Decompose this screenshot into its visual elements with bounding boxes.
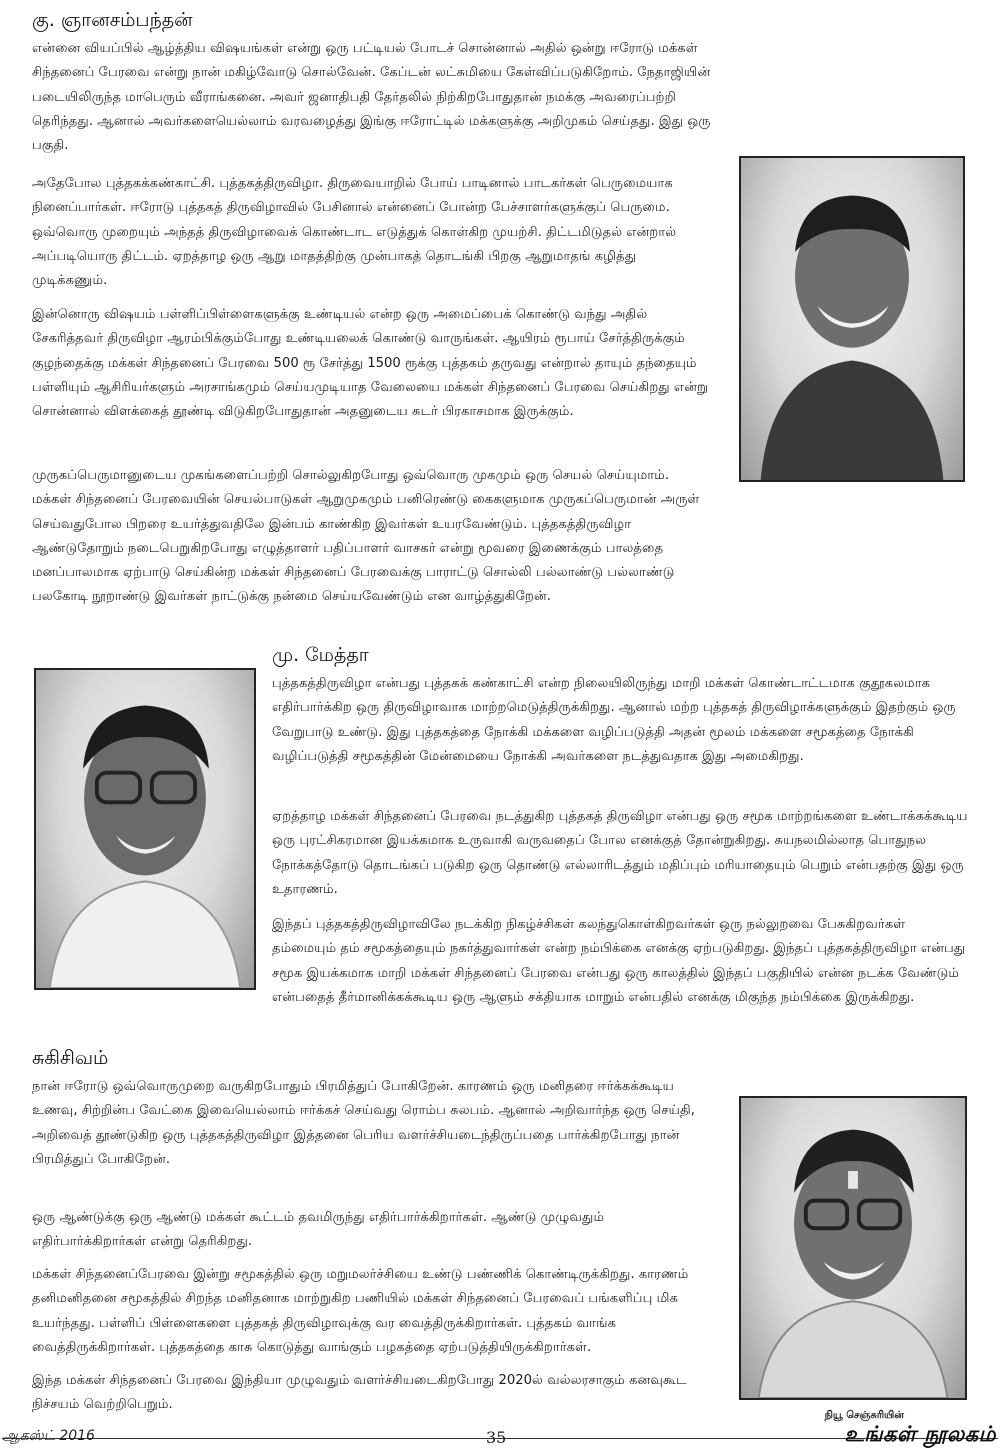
paragraph: மக்கள் சிந்தனைப்பேரவை இன்று சமூகத்தில் ஒரு மறுமலர்ச்சியை உண்டு பண்ணிக் கொண்டிருக்கிறது. காரணம் தனிமனிதனை சமூகத்தில் சிறந்த மனிதனாக மாற்றுகிற பணியில் மக்கள் சிந்தனைப் பேரவைப் பங்களிப்பு மிக உயர்ந்தது. பள்ளிப் பிள்ளைகளை புத்தகத் திருவிழாவுக்கு வர வைத்திருக்கிறார்கள். புத்தகம் வாங்க வைத்திருக்கிறார்கள். புத்தகத்தை காசு கொடுத்து வாங்கும் பழகத்தை ஏற்படுத்தியிருக்கிறார்கள். [32,1267,689,1355]
person-silhouette-icon [741,158,963,480]
portrait-photo-metha [34,668,256,990]
person-silhouette-icon [36,670,254,988]
paragraph: ஒரு ஆண்டுக்கு ஒரு ஆண்டு மக்கள் கூட்டம் தவமிருந்து எதிர்பார்க்கிறார்கள். ஆண்டு முழுவதும் எதிர்பார்க்கிறார்கள் என்று தெரிகிறது. [32,1210,605,1250]
paragraph: என்னை வியப்பில் ஆழ்த்திய விஷயங்கள் என்று ஒரு பட்டியல் போடச் சொன்னால் அதில் ஒன்று ஈரோடு மக்கள் சிந்தனைப் பேரவை என்று நான் மகிழ்வோடு சொல்வேன். கேப்டன் லட்சுமியை கேள்விப்படுகிறோம். நேதாஜியின் படையிலிருந்த மாபெரும் வீராங்கனை. அவர் ஜனாதிபதி தேர்தலில் நிற்கிறபோதுதான் நமக்கு அவரைப்பற்றி தெரிந்தது. ஆனால் அவர்களையெல்லாம் வரவழைத்து இங்கு ஈரோட்டில் மக்களுக்கு அறிமுகம் செய்தது. இது ஒரு பகுதி. [32,41,711,154]
portrait-photo-sukisivam [739,1096,967,1400]
paragraph: அதேபோல புத்தகக்கண்காட்சி. புத்தகத்திருவிழா. திருவையாறில் போய் பாடினால் பாடகர்கள் பெருமையாக நினைப்பார்கள். ஈரோடு புத்தகத் திருவிழாவில் பேசினால் என்னைப் போன்ற பேச்சாளர்களுக்குப் பெருமை. ஒவ்வொரு முறையும் அந்தத் திருவிழாவைக் கொண்டாட எடுத்துக் கொள்கிற முயற்சி. திட்டமிடுதல் என்றால் அப்படியொரு திட்டம். ஏறத்தாழ ஒரு ஆறு மாதத்திற்கு முன்பாகத் தொடங்கி பிறகு ஆறுமாதங் கழித்து முடிக்கணும். [32,176,677,289]
magazine-logo: உங்கள் நூலகம் [844,1422,996,1446]
issue-date: ஆகஸ்ட் 2016 [2,1428,95,1444]
page-number: 35 [486,1428,507,1447]
paragraph: முருகப்பெருமானுடைய முகங்களைப்பற்றி சொல்லுகிறபோது ஒவ்வொரு முகமும் ஒரு செயல் செய்யுமாம். மக்கள் சிந்தனைப் பேரவையின் செயல்பாடுகள் ஆறுமுகமும் பனிரெண்டு கைகளுமாக முருகப்பெருமான் அருள் செய்வதுபோல பிறரை உயர்த்துவதிலே இன்பம் காண்கிற இவர்கள் உயரவேண்டும். புத்தகத்திருவிழா ஆண்டுதோறும் நடைபெறுகிறபோது எழுத்தாளர் பதிப்பாளர் வாசகர் என்று மூவரை இணைக்கும் பாலத்தை மனப்பாலமாக ஏற்பாடு செய்கின்ற மக்கள் சிந்தனைப் பேரவைக்கு பாராட்டு சொல்லி பல்லாண்டு பல்லாண்டு பலகோடி நூறாண்டு இவர்கள் நாட்டுக்கு நன்மை செய்யவேண்டும் என வாழ்த்துகிறேன். [32,468,700,605]
speaker-name-gnanasambandan: கு. ஞானசம்பந்தன் [32,9,193,31]
paragraph: இந்த மக்கள் சிந்தனைப் பேரவை இந்தியா முழுவதும் வளர்ச்சியடைகிறபோது 2020ல் வல்லரசாகும் கனவுகூட நிச்சயம் வெற்றிபெறும். [32,1373,687,1413]
speaker-name-sukisivam: சுகிசிவம் [32,1047,109,1069]
paragraph: இந்தப் புத்தகத்திருவிழாவிலே நடக்கிற நிகழ்ச்சிகள் கலந்துகொள்கிறவர்கள் ஒரு நல்லுறவை பேசுகிறவர்கள் தம்மையும் தம் சமூகத்தையும் நகர்த்துவார்கள் என்ற நம்பிக்கை எனக்கு ஏற்படுகிறது. இந்தப் புத்தகத்திருவிழா என்பது சமூக இயக்கமாக மாறி மக்கள் சிந்தனைப் பேரவை என்பது ஒரு காலத்தில் இந்தப் பகுதியில் என்ன நடக்க வேண்டும் என்பதைத் தீர்மானிக்கக்கூடிய ஒரு ஆளும் சக்தியாக மாறும் என்பதில் எனக்கு மிகுந்த நம்பிக்கை இருக்கிறது. [272,917,966,1005]
person-silhouette-icon [741,1098,965,1398]
paragraph: இன்னொரு விஷயம் பள்ளிப்பிள்ளைகளுக்கு உண்டியல் என்ற ஒரு அமைப்பைக் கொண்டு வந்து அதில் சேகரித்தவர் திருவிழா ஆரம்பிக்கும்போது உண்டியலைக் கொண்டு வாருங்கள். ஆயிரம் ரூபாய் சேர்த்திருக்கும் குழந்தைக்கு மக்கள் சிந்தனைப் பேரவை 500 ரூ சேர்த்து 1500 ரூக்கு புத்தகம் தருவது என்றால் தாயும் தந்தையும் பள்ளியும் ஆசிரியர்களும் அரசாங்கமும் செய்யமுடியாத வேலையை மக்கள் சிந்தனைப் பேரவை செய்கிறது என்று சொன்னால் விளக்கைத் தூண்டி விடுகிறபோதுதான் அதனுடைய சுடர் பிரகாசமாக இருக்கும். [32,307,709,420]
paragraph: ஏறத்தாழ மக்கள் சிந்தனைப் பேரவை நடத்துகிற புத்தகத் திருவிழா என்பது ஒரு சமூக மாற்றங்களை உண்டாக்கக்கூடிய ஒரு புரட்சிகரமான இயக்கமாக உருவாகி வருவதைப் போல எனக்குத் தோன்றுகிறது. சுயநலமில்லாத பொதுநல நோக்கத்தோடு தொடங்கப் படுகிற ஒரு தொண்டு எல்லாரிடத்தும் மதிப்பும் மரியாதையும் பெறும் என்பதற்கு இது ஒரு உதாரணம். [272,809,968,897]
publisher-tagline: நியூ செஞ்சுரியின் [824,1410,904,1421]
portrait-photo-gnanasambandan [739,156,965,482]
speaker-name-metha: மு. மேத்தா [272,644,369,666]
paragraph: நான் ஈரோடு ஒவ்வொருமுறை வருகிறபோதும் பிரமித்துப் போகிறேன். காரணம் ஒரு மனிதரை ஈர்க்கக்கூடிய உணவு, சிற்றின்ப வேட்கை இவையெல்லாம் ஈர்க்கச் செய்வது ரொம்ப சுலபம். ஆனால் அறிவார்ந்த ஒரு செய்தி, அறிவைத் தூண்டுகிற ஒரு புத்தகத்திருவிழா இத்தனை பெரிய வளர்ச்சியடைந்திருப்பதை பார்க்கிறபோது நான் பிரமித்துப் போகிறேன். [32,1079,695,1167]
paragraph: புத்தகத்திருவிழா என்பது புத்தகக் கண்காட்சி என்ற நிலையிலிருந்து மாறி மக்கள் கொண்டாட்டமாக குதூகலமாக எதிர்பார்க்கிற ஒரு திருவிழாவாக மாற்றமெடுத்திருக்கிறது. ஆனால் மற்ற புத்தகத் திருவிழாக்களுக்கும் இதற்கும் ஒரு வேறுபாடு உண்டு. இது புத்தகத்தை நோக்கி மக்களை வழிப்படுத்தி அதன் மூலம் மக்களை சமூகத்தை நோக்கி வழிப்படுத்தி சமூகத்தின் மேன்மையை நோக்கி அவர்களை நடத்துவதாக இது அமைகிறது. [272,676,956,764]
